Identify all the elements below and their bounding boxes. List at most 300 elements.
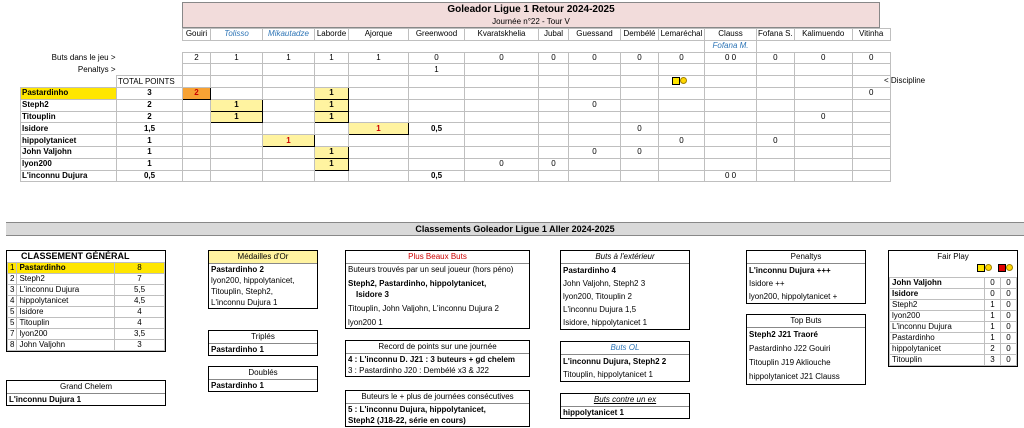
fair-play-y: 2 (985, 344, 1001, 355)
discipline-card-icon (672, 76, 687, 85)
total-points-label: TOTAL POINTS (117, 76, 183, 88)
score-cell (794, 158, 852, 170)
classement-rank: 7 (8, 329, 17, 340)
exterieur-line-3: lyon200, Titouplin 2 (563, 292, 632, 301)
buts-value: 0 (659, 52, 705, 64)
medailles-box (208, 250, 318, 309)
score-cell (183, 99, 211, 111)
score-cell (263, 158, 315, 170)
fair-play-y: 1 (985, 333, 1001, 344)
buts-value: 0 (757, 52, 795, 64)
column-header: Clauss (705, 29, 757, 41)
beaux-buts-sub: Buteurs trouvés par un seul joueur (hors péno) (348, 265, 514, 274)
fair-play-name: Isidore (890, 289, 985, 300)
fair-play-title: Fair Play (937, 252, 969, 261)
score-cell (757, 170, 795, 182)
buts-value: 0 0 (705, 52, 757, 64)
empty-cell (569, 76, 621, 88)
score-cell (409, 99, 465, 111)
buts-value: 0 (852, 52, 890, 64)
buts-value: 0 (465, 52, 539, 64)
fair-play-r: 0 (1001, 355, 1017, 366)
score-cell (621, 99, 659, 111)
score-cell (263, 123, 315, 135)
penaltys-value (794, 64, 852, 76)
penaltys-value (569, 64, 621, 76)
column-header: Tolisso (211, 29, 263, 41)
score-cell (794, 123, 852, 135)
column-header: Vitinha (852, 29, 890, 41)
score-cell (349, 158, 409, 170)
score-cell (794, 99, 852, 111)
score-cell (569, 170, 621, 182)
yellow-card-icon (977, 264, 985, 272)
fair-play-name: hippolytanicet (890, 344, 985, 355)
empty-cell (465, 76, 539, 88)
top-buts-line-2: Pastardinho J22 Gouiri (749, 344, 831, 353)
empty-cell (757, 40, 795, 52)
penaltys-value (465, 64, 539, 76)
fair-play-y: 0 (985, 289, 1001, 300)
classement-row (8, 329, 165, 340)
column-header: Greenwood (409, 29, 465, 41)
grand-chelem-box (6, 380, 166, 406)
buts-value: 1 (211, 52, 263, 64)
fair-play-name: Pastardinho (890, 333, 985, 344)
fair-play-icons (889, 263, 1017, 277)
buts-ol-line-2: Titouplin, hippolytanicet 1 (563, 370, 653, 379)
medailles-line-1: Pastardinho 2 (211, 265, 264, 274)
classement-rank: 8 (8, 340, 17, 351)
fair-play-table (889, 277, 1017, 366)
medailles-title: Médailles d'Or (209, 251, 317, 264)
empty-cell (21, 76, 117, 88)
empty-cell (409, 40, 465, 52)
fair-play-r: 0 (1001, 333, 1017, 344)
beaux-buts-box (345, 250, 530, 329)
penaltys-title: Penaltys (747, 251, 865, 264)
classement-pts: 5,5 (115, 285, 165, 296)
empty-cell (349, 40, 409, 52)
fair-play-name: lyon200 (890, 311, 985, 322)
beaux-buts-title: Plus Beaux Buts (346, 251, 529, 264)
fair-play-r: 0 (1001, 311, 1017, 322)
score-cell (705, 158, 757, 170)
empty-cell (569, 40, 621, 52)
fair-play-r: 0 (1001, 289, 1017, 300)
fair-play-row (890, 344, 1017, 355)
score-cell (349, 146, 409, 158)
classement-pts: 4 (115, 318, 165, 329)
red-card-icon (998, 264, 1006, 272)
empty-cell (211, 76, 263, 88)
exterieur-title: Buts à l'extérieur (561, 251, 689, 264)
classement-pts: 3 (115, 340, 165, 351)
fair-play-name: Titouplin (890, 355, 985, 366)
fair-play-row (890, 322, 1017, 333)
section-title: Classements Goleador Ligue 1 Aller 2024-2025 (6, 222, 1024, 236)
top-buts-line-4: hippolytanicet J21 Clauss (749, 372, 840, 381)
score-cell (211, 87, 263, 99)
main-title-block (182, 2, 880, 28)
classement-name: lyon200 (17, 329, 115, 340)
score-cell (569, 123, 621, 135)
score-cell: 0 (465, 158, 539, 170)
column-header: Fofana S. (758, 29, 793, 39)
fair-play-name: Steph2 (890, 300, 985, 311)
classement-name: hippolytanicet (17, 296, 115, 307)
score-cell: 0 (569, 99, 621, 111)
penaltys-value (705, 64, 757, 76)
classement-rank: 3 (8, 285, 17, 296)
score-cell (852, 146, 890, 158)
fair-play-row (890, 311, 1017, 322)
score-cell (183, 158, 211, 170)
fair-play-r: 0 (1001, 300, 1017, 311)
score-cell: 1 (315, 146, 349, 158)
score-cell (539, 87, 569, 99)
score-cell (183, 111, 211, 123)
score-cell (569, 158, 621, 170)
smiley-icon (1006, 264, 1013, 271)
classement-pts: 4,5 (115, 296, 165, 307)
penaltys-value (621, 64, 659, 76)
score-cell (569, 111, 621, 123)
buts-value: 0 (569, 52, 621, 64)
penaltys-value (659, 64, 705, 76)
score-cell (569, 135, 621, 147)
classement-name: Steph2 (17, 274, 115, 285)
score-cell: 1 (211, 99, 263, 111)
classement-row (8, 274, 165, 285)
score-cell (183, 146, 211, 158)
classement-row (8, 340, 165, 351)
penaltys-value (349, 64, 409, 76)
doubles-title: Doublés (209, 367, 317, 380)
doubles-line: Pastardinho 1 (211, 381, 264, 390)
penaltys-line-1: L'inconnu Dujura +++ (749, 266, 831, 275)
empty-cell (21, 29, 117, 41)
player-name: Steph2 (21, 99, 117, 111)
classement-name: John Valjohn (17, 340, 115, 351)
score-cell (539, 146, 569, 158)
consecutives-line-2: Steph2 (J18-22, série en cours) (348, 416, 466, 425)
empty-cell (263, 40, 315, 52)
top-buts-line-1: Steph2 J21 Traoré (749, 330, 818, 339)
score-cell: 1 (349, 123, 409, 135)
penaltys-value (757, 64, 795, 76)
exterieur-line-5: Isidore, hippolytanicet 1 (563, 318, 648, 327)
score-cell: 1 (263, 135, 315, 147)
score-cell (539, 170, 569, 182)
player-total: 1 (117, 135, 183, 147)
exterieur-line-2: John Valjohn, Steph2 3 (563, 279, 646, 288)
top-buts-line-3: Titouplin J19 Akliouche (749, 358, 831, 367)
player-name: John Valjohn (21, 146, 117, 158)
empty-cell (315, 40, 349, 52)
score-cell (263, 170, 315, 182)
score-cell (852, 135, 890, 147)
classement-title: CLASSEMENT GÉNÉRAL (21, 251, 130, 261)
empty-cell (211, 40, 263, 52)
empty-cell (117, 52, 183, 64)
player-total: 1 (117, 158, 183, 170)
score-cell (705, 99, 757, 111)
empty-cell (263, 76, 315, 88)
score-cell (465, 170, 539, 182)
contre-ex-line: hippolytanicet 1 (563, 408, 624, 417)
score-cell (465, 87, 539, 99)
record-line-1: 4 : L'inconnu D. J21 : 3 buteurs + gd chelem (348, 355, 516, 364)
score-cell (211, 170, 263, 182)
empty-cell (183, 76, 211, 88)
score-cell (465, 135, 539, 147)
empty-cell (852, 40, 890, 52)
score-cell (211, 123, 263, 135)
player-total: 2 (117, 99, 183, 111)
empty-cell (621, 40, 659, 52)
score-cell: 0 (659, 135, 705, 147)
penaltys-value (539, 64, 569, 76)
classement-name: Isidore (17, 307, 115, 318)
consecutives-title: Buteurs le + plus de journées consécutives (346, 391, 529, 404)
page-subtitle: Journée n°22 - Tour V (492, 17, 570, 26)
player-total: 3 (117, 87, 183, 99)
score-cell (211, 146, 263, 158)
empty-cell (794, 40, 852, 52)
buts-value: 0 (794, 52, 852, 64)
buts-value: 0 (539, 52, 569, 64)
record-box (345, 340, 530, 377)
classement-rank: 5 (8, 307, 17, 318)
empty-cell (621, 76, 659, 88)
penaltys-value (183, 64, 211, 76)
score-cell (621, 135, 659, 147)
fair-play-r: 0 (1001, 344, 1017, 355)
score-cell (794, 146, 852, 158)
fair-play-y: 1 (985, 300, 1001, 311)
empty-cell (315, 76, 349, 88)
score-cell (349, 135, 409, 147)
empty-cell (117, 40, 183, 52)
score-cell (183, 170, 211, 182)
triples-box (208, 330, 318, 356)
score-cell: 1 (315, 158, 349, 170)
medailles-line-4: L'inconnu Dujura 1 (211, 298, 278, 307)
fair-play-y: 3 (985, 355, 1001, 366)
score-cell (349, 111, 409, 123)
fair-play-r: 0 (1001, 278, 1017, 289)
empty-cell (183, 40, 211, 52)
classement-name: L'inconnu Dujura (17, 285, 115, 296)
score-cell (409, 158, 465, 170)
column-header: Gouiri (183, 29, 211, 41)
triples-title: Triplés (209, 331, 317, 344)
beaux-buts-line-4: lyon200 1 (348, 318, 383, 327)
medailles-line-3: Titouplin, Steph2, (211, 287, 273, 296)
buts-ol-title: Buts OL (561, 342, 689, 355)
score-cell (349, 170, 409, 182)
penaltys-box (746, 250, 866, 304)
score-cell (659, 158, 705, 170)
score-cell (409, 135, 465, 147)
record-line-2: 3 : Pastardinho J20 : Dembélé x3 & J22 (348, 366, 489, 375)
score-cell (659, 87, 705, 99)
exterieur-box (560, 250, 690, 330)
buts-value: 1 (315, 52, 349, 64)
score-cell (757, 111, 795, 123)
score-cell: 0 (621, 146, 659, 158)
score-cell (852, 111, 890, 123)
score-cell: 2 (183, 87, 211, 99)
classement-row (8, 285, 165, 296)
classement-general (6, 250, 166, 352)
score-cell (263, 111, 315, 123)
column-header: Dembélé (621, 29, 659, 41)
empty-cell (757, 76, 795, 88)
score-cell: 1 (315, 99, 349, 111)
buts-value: 2 (183, 52, 211, 64)
score-cell (183, 135, 211, 147)
buts-value: 0 (409, 52, 465, 64)
fair-play-r: 0 (1001, 322, 1017, 333)
score-cell (409, 87, 465, 99)
score-cell (539, 99, 569, 111)
score-cell (705, 87, 757, 99)
fair-play-y: 1 (985, 322, 1001, 333)
score-cell: 0,5 (409, 170, 465, 182)
column-header: Lemaréchal (659, 29, 705, 41)
classement-pts: 7 (115, 274, 165, 285)
classement-rank: 4 (8, 296, 17, 307)
player-name: Titouplin (21, 111, 117, 123)
consecutives-box (345, 390, 530, 427)
column-header: Kalimuendo (794, 29, 852, 41)
score-cell (852, 170, 890, 182)
score-cell (263, 99, 315, 111)
score-cell (465, 99, 539, 111)
penaltys-value (211, 64, 263, 76)
classement-name: Titouplin (17, 318, 115, 329)
penaltys-value: 1 (409, 64, 465, 76)
page-title: Goleador Ligue 1 Retour 2024-2025 (447, 4, 615, 15)
fair-play-row (890, 278, 1017, 289)
score-cell (621, 170, 659, 182)
score-cell (659, 99, 705, 111)
score-table (20, 28, 891, 182)
score-cell (409, 111, 465, 123)
score-cell: 0 0 (705, 170, 757, 182)
score-cell: 1 (315, 111, 349, 123)
score-cell (659, 111, 705, 123)
classement-row (8, 318, 165, 329)
score-cell (705, 135, 757, 147)
fair-play-y: 0 (985, 278, 1001, 289)
score-cell (315, 123, 349, 135)
empty-cell (409, 76, 465, 88)
penaltys-line-2: Isidore ++ (749, 279, 785, 288)
score-cell: 0 (852, 87, 890, 99)
score-cell (465, 146, 539, 158)
column-header: Laborde (315, 29, 349, 41)
empty-cell (659, 40, 705, 52)
player-total: 2 (117, 111, 183, 123)
buts-ol-box (560, 341, 690, 382)
score-cell (757, 158, 795, 170)
classement-name: Pastardinho (17, 263, 115, 274)
empty-cell (349, 76, 409, 88)
penaltys-label: Penaltys > (77, 64, 116, 74)
score-cell (852, 99, 890, 111)
score-cell (315, 135, 349, 147)
column-header: Mikautadze (263, 29, 315, 41)
buts-value: 1 (349, 52, 409, 64)
score-cell: 0 (621, 123, 659, 135)
empty-cell (794, 76, 852, 88)
classement-rank: 2 (8, 274, 17, 285)
penaltys-line-3: lyon200, hippolytanicet + (749, 292, 838, 301)
score-cell: 0 (794, 111, 852, 123)
player-name: L'inconnu Dujura (21, 170, 117, 182)
fair-play-row (890, 333, 1017, 344)
penaltys-value (315, 64, 349, 76)
score-cell: 0 (569, 146, 621, 158)
score-cell: 1 (315, 87, 349, 99)
score-cell (539, 111, 569, 123)
buts-value: 0 (621, 52, 659, 64)
score-cell (211, 135, 263, 147)
player-total: 0,5 (117, 170, 183, 182)
player-name: Pastardinho (21, 87, 117, 99)
score-cell (263, 87, 315, 99)
column-header: Guessand (569, 29, 621, 41)
score-cell (539, 135, 569, 147)
discipline-label: < Discipline (884, 76, 926, 85)
score-cell (539, 123, 569, 135)
fair-play-name: L'inconnu Dujura (890, 322, 985, 333)
score-cell: 1 (211, 111, 263, 123)
score-cell (659, 170, 705, 182)
empty-cell (21, 40, 117, 52)
column-header: Kvaratskhelia (465, 29, 539, 41)
score-cell: 0 (757, 135, 795, 147)
score-cell (757, 146, 795, 158)
score-cell (349, 87, 409, 99)
penaltys-value (263, 64, 315, 76)
score-cell (183, 123, 211, 135)
buts-label: Buts dans le jeu > (51, 52, 116, 62)
classement-pts: 4 (115, 307, 165, 318)
classement-rank: 1 (8, 263, 17, 274)
score-cell (794, 135, 852, 147)
score-cell: 0,5 (409, 123, 465, 135)
fair-play-y: 1 (985, 311, 1001, 322)
exterieur-line-4: L'inconnu Dujura 1,5 (563, 305, 637, 314)
triples-line: Pastardinho 1 (211, 345, 264, 354)
classement-table (7, 262, 165, 351)
beaux-buts-line-1: Steph2, Pastardinho, hippolytanicet, (348, 279, 487, 288)
score-cell (569, 87, 621, 99)
classement-row (8, 307, 165, 318)
score-cell (465, 111, 539, 123)
player-total: 1 (117, 146, 183, 158)
medailles-line-2: lyon200, hippolytanicet, (211, 276, 295, 285)
sub-column-label: Fofana M. (705, 40, 757, 52)
beaux-buts-line-2: Isidore 3 (356, 290, 389, 299)
score-cell (659, 123, 705, 135)
score-cell: 0 (539, 158, 569, 170)
score-cell (315, 170, 349, 182)
